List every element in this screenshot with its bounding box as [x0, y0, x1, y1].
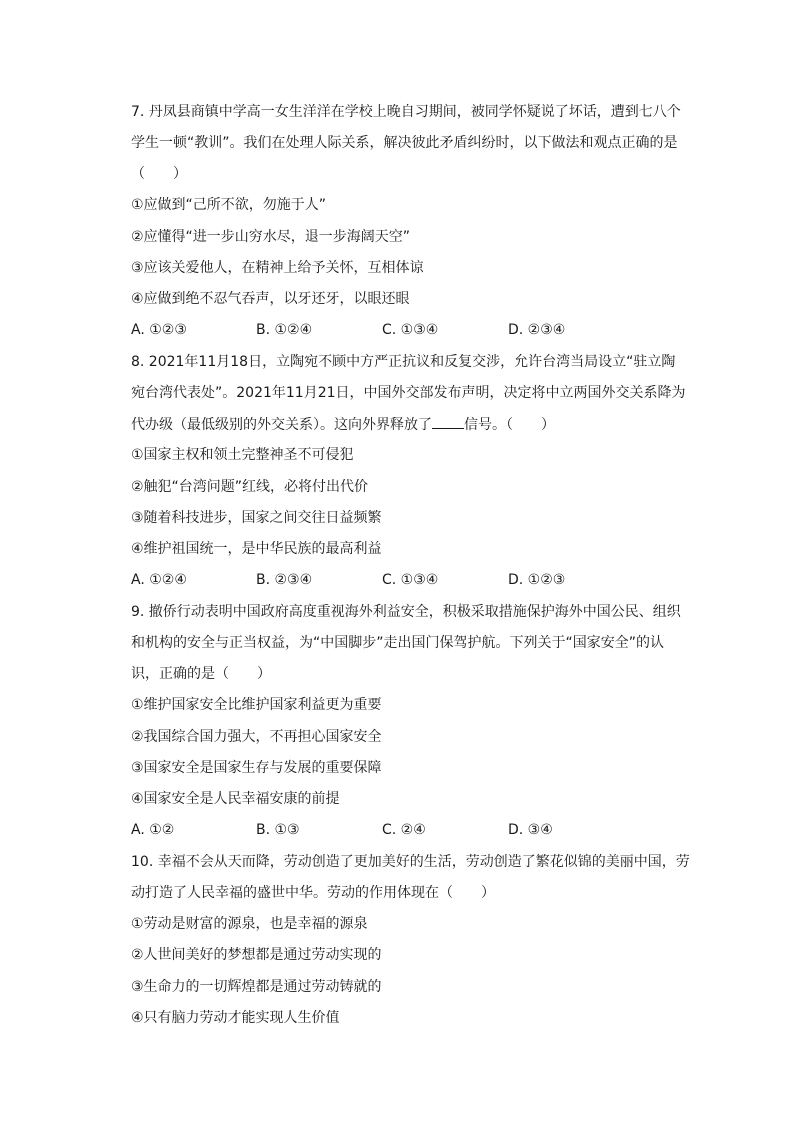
question-7-statement-2: ②应懂得“进一步山穷水尽，退一步海阔天空”: [131, 229, 411, 245]
question-8-line-3-text: 代办级（最低级别的外交关系）。这向外界释放了: [131, 417, 432, 433]
question-8-option-d: D. ①②③: [508, 572, 566, 588]
answer-blank: [432, 414, 464, 429]
question-7-option-d: D. ②③④: [508, 322, 566, 338]
question-9-line-2: 和机构的安全与正当权益，为“中国脚步”走出国门保驾护航。下列关于“国家安全”的认: [131, 635, 665, 651]
question-7-line-3: （ ）: [131, 166, 187, 182]
question-7-line-2: 学生一顿“教训”。我们在处理人际关系，解决彼此矛盾纠纷时，以下做法和观点正确的是: [131, 135, 678, 151]
question-9-option-c: C. ②④: [382, 822, 426, 838]
question-9-statement-2: ②我国综合国力强大，不再担心国家安全: [131, 729, 382, 745]
question-9-option-d: D. ③④: [508, 822, 553, 838]
question-10-statement-2: ②人世间美好的梦想都是通过劳动实现的: [131, 947, 382, 963]
question-7-option-a: A. ①②③: [131, 322, 187, 338]
question-10-statement-3: ③生命力的一切辉煌都是通过劳动铸就的: [131, 979, 382, 995]
question-8-statement-3: ③随着科技进步，国家之间交往日益频繁: [131, 510, 382, 526]
question-8-statement-4: ④维护祖国统一，是中华民族的最高利益: [131, 541, 382, 557]
question-10-statement-1: ①劳动是财富的源泉，也是幸福的源泉: [131, 916, 368, 932]
question-8-option-c: C. ①③④: [382, 572, 439, 588]
question-7-statement-4: ④应做到绝不忍气吞声，以牙还牙，以眼还眼: [131, 291, 410, 307]
question-8-line-1: 8. 2021年11月18日，立陶宛不顾中方严正抗议和反复交涉，允许台湾当局设立“驻立陶: [131, 354, 676, 370]
question-8-line-3: [131, 414, 701, 435]
question-10-line-1: 10. 幸福不会从天而降，劳动创造了更加美好的生活，劳动创造了繁花似锦的美丽中国，劳: [131, 854, 690, 870]
question-7-statement-1: ①应做到“己所不欲，勿施于人”: [131, 197, 327, 213]
question-9-statement-1: ①维护国家安全比维护国家利益更为重要: [131, 697, 382, 713]
question-10-statement-4: ④只有脑力劳动才能实现人生价值: [131, 1010, 340, 1026]
question-9-statement-3: ③国家安全是国家生存与发展的重要保障: [131, 760, 382, 776]
question-7-option-c: C. ①③④: [382, 322, 439, 338]
question-9-line-1: 9. 撤侨行动表明中国政府高度重视海外利益安全，积极采取措施保护海外中国公民、组织: [131, 604, 681, 620]
question-7-statement-3: ③应该关爱他人，在精神上给予关怀，互相体谅: [131, 260, 424, 276]
question-9-option-b: B. ①③: [256, 822, 300, 838]
question-7-option-b: B. ①②④: [256, 322, 313, 338]
question-8-statement-1: ①国家主权和领土完整神圣不可侵犯: [131, 447, 354, 463]
question-9-option-a: A. ①②: [131, 822, 175, 838]
question-9-statement-4: ④国家安全是人民幸福安康的前提: [131, 791, 340, 807]
question-8-line-2: 宛台湾代表处”。2021年11月21日，中国外交部发布声明，决定将中立两国外交关系降为: [131, 385, 686, 401]
question-7-line-1: 7. 丹凤县商镇中学高一女生洋洋在学校上晚自习期间，被同学怀疑说了坏话，遭到七八个: [131, 104, 681, 120]
question-10-line-2: 动打造了人民幸福的盛世中华。劳动的作用体现在（ ）: [131, 885, 495, 901]
question-8-option-a: A. ①②④: [131, 572, 187, 588]
question-9-line-3: 识，正确的是（ ）: [131, 666, 271, 682]
question-8-statement-2: ②触犯“台湾问题”红线，必将付出代价: [131, 479, 369, 495]
question-8-option-b: B. ②③④: [256, 572, 313, 588]
question-8-line-3-tail: 信号。（ ）: [464, 417, 555, 433]
